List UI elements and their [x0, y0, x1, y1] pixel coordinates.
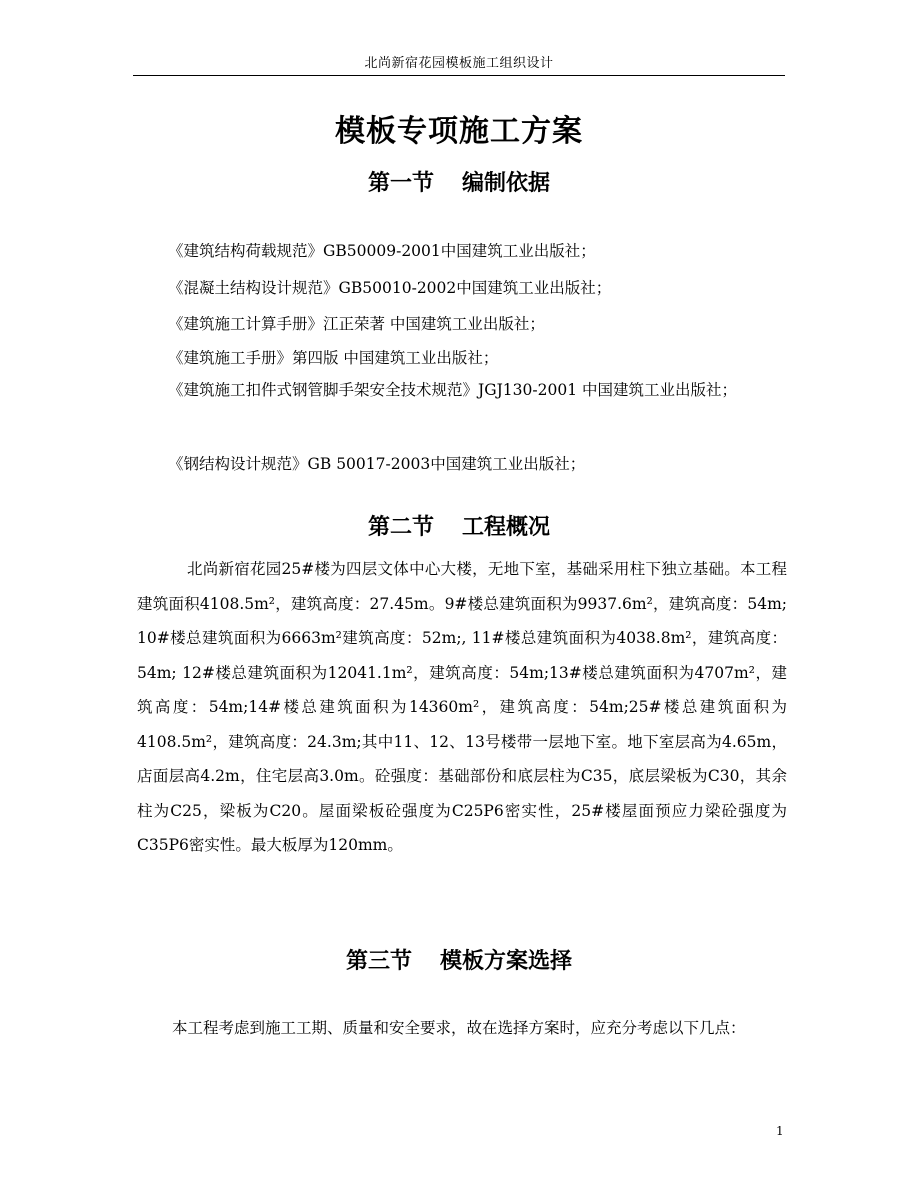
section-title-3: [133, 944, 785, 975]
overview-paragraph: 北尚新宿花园25#楼为四层文体中心大楼，无地下室，基础采用柱下独立基础。本工程建筑面积4108.5m²，建筑高度：27.45m。9#楼总建筑面积为9937.6m²，建筑高度：54m; 10#楼总建筑面积为6663m²建筑高度：52m;, 11#楼总建筑面积为4038.8m²，建筑高度：54m; 12#楼总建筑面积为12041.1m²，建筑高度：54m;13#楼总建筑面积为4707m²，建筑高度：54m;14#楼总建筑面积为14360m²，建筑高度：54m;25#楼总建筑面积为4108.5m²，建筑高度：24.3m;其中11、12、13号楼带一层地下室。地下室层高为4.65m，店面层高4.2m，住宅层高3.0m。砼强度：基础部份和底层柱为C35，底层梁板为C30，其余柱为C25，梁板为C20。屋面梁板砼强度为C25P6密实性，25#楼屋面预应力梁砼强度为C35P6密实性。最大板厚为120mm。: [137, 560, 787, 854]
section-number: 第一节: [367, 170, 434, 196]
section-title-2: [133, 510, 785, 541]
header-rule: [133, 75, 785, 76]
page-header: 北尚新宿花园模板施工组织设计: [364, 56, 554, 71]
document-title: 模板专项施工方案: [335, 114, 583, 149]
reference-item: 《钢结构设计规范》GB 50017-2003中国建筑工业出版社；: [168, 455, 586, 473]
reference-item: 《建筑施工手册》第四版 中国建筑工业出版社；: [168, 349, 499, 367]
section-name: 编制依据: [462, 170, 551, 196]
section-name: 模板方案选择: [440, 948, 573, 974]
page-number: 1: [776, 1124, 784, 1138]
reference-item: 《建筑施工扣件式钢管脚手架安全技术规范》JGJ130-2001 中国建筑工业出版社；: [168, 381, 738, 399]
reference-item: 《建筑施工计算手册》江正荣著 中国建筑工业出版社；: [168, 315, 545, 333]
section-number: 第二节: [367, 514, 434, 540]
section-number: 第三节: [345, 948, 412, 974]
reference-item: 《建筑结构荷载规范》GB50009-2001中国建筑工业出版社；: [168, 242, 596, 260]
reference-item: 《混凝土结构设计规范》GB50010-2002中国建筑工业出版社；: [168, 279, 612, 297]
section-name: 工程概况: [462, 514, 551, 540]
section-title-1: [133, 166, 785, 197]
scheme-paragraph: 本工程考虑到施工工期、质量和安全要求，故在选择方案时，应充分考虑以下几点：: [172, 1019, 746, 1037]
